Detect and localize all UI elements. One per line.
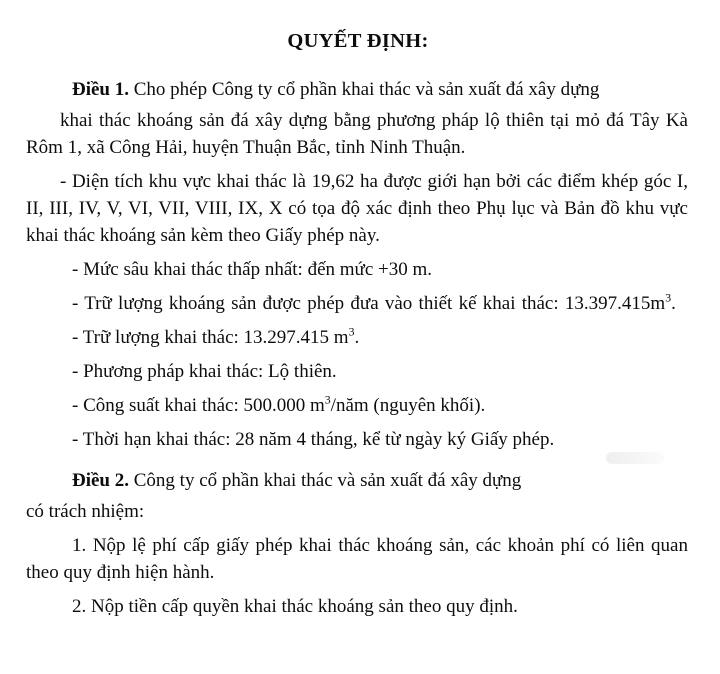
scan-artifact xyxy=(606,452,664,464)
article-1-duration: - Thời hạn khai thác: 28 năm 4 tháng, kể từ ngày ký Giấy phép. xyxy=(72,428,555,450)
reserve-mining-text: - Trữ lượng khai thác: 13.297.415 m xyxy=(72,326,349,348)
article-1-continuation: khai thác khoáng sản đá xây dựng bằng phương pháp lộ thiên tại mỏ đá Tây Kà Rôm 1, xã Công Hải, huyện Thuận Bắc, tỉnh Ninh Thuận. xyxy=(26,109,688,158)
article-1-bullet-depth: - Mức sâu khai thác thấp nhất: đến mức +30 m. xyxy=(72,258,433,280)
article-1-method: - Phương pháp khai thác: Lộ thiên. xyxy=(72,360,337,382)
article-2-block xyxy=(22,468,694,621)
reserve-design-exponent: 3 xyxy=(665,291,672,305)
reserve-design-text: - Trữ lượng khoáng sản được phép đưa vào thiết kế khai thác: xyxy=(72,292,559,314)
article-1-bullet-area: - Diện tích khu vực khai thác là 19,62 ha được giới hạn bởi các điểm khép góc I, II, III, IV, V, VI, VII, VIII, IX, X có tọa độ xác định theo Phụ lục và Bản đồ khu vực khai thác khoáng sản kèm theo Giấy phép này. xyxy=(26,170,688,246)
article-1-reserve-design xyxy=(22,291,694,318)
reserve-mining-suffix: . xyxy=(354,326,360,348)
capacity-suffix: /năm (nguyên khối). xyxy=(330,394,486,416)
article-1-heading-line xyxy=(22,77,694,104)
reserve-mining-exponent: 3 xyxy=(348,325,355,339)
article-2-item-2: 2. Nộp tiền cấp quyền khai thác khoáng sản theo quy định. xyxy=(72,595,518,617)
article-1-reserve-mining xyxy=(22,325,694,352)
article-1-block xyxy=(22,77,694,454)
article-2-label: Điều 2. xyxy=(72,469,129,491)
article-2-item-1: 1. Nộp lệ phí cấp giấy phép khai thác khoáng sản, các khoản phí có liên quan theo quy định hiện hành. xyxy=(26,534,688,583)
reserve-design-value: 13.397.415m xyxy=(564,292,666,314)
reserve-design-suffix: . xyxy=(671,292,676,314)
article-2-continuation: có trách nhiệm: xyxy=(26,500,145,522)
article-1-opening: Cho phép Công ty cổ phần khai thác và sản xuất đá xây dựng xyxy=(129,79,600,100)
article-2-heading-line xyxy=(22,468,694,495)
article-1-capacity xyxy=(22,393,694,420)
page-title: QUYẾT ĐỊNH: xyxy=(287,30,429,52)
article-1-label: Điều 1. xyxy=(72,79,129,100)
article-2-opening: Công ty cổ phần khai thác và sản xuất đá xây dựng xyxy=(129,469,522,491)
capacity-exponent: 3 xyxy=(324,393,331,407)
capacity-text: - Công suất khai thác: 500.000 m xyxy=(72,394,325,416)
